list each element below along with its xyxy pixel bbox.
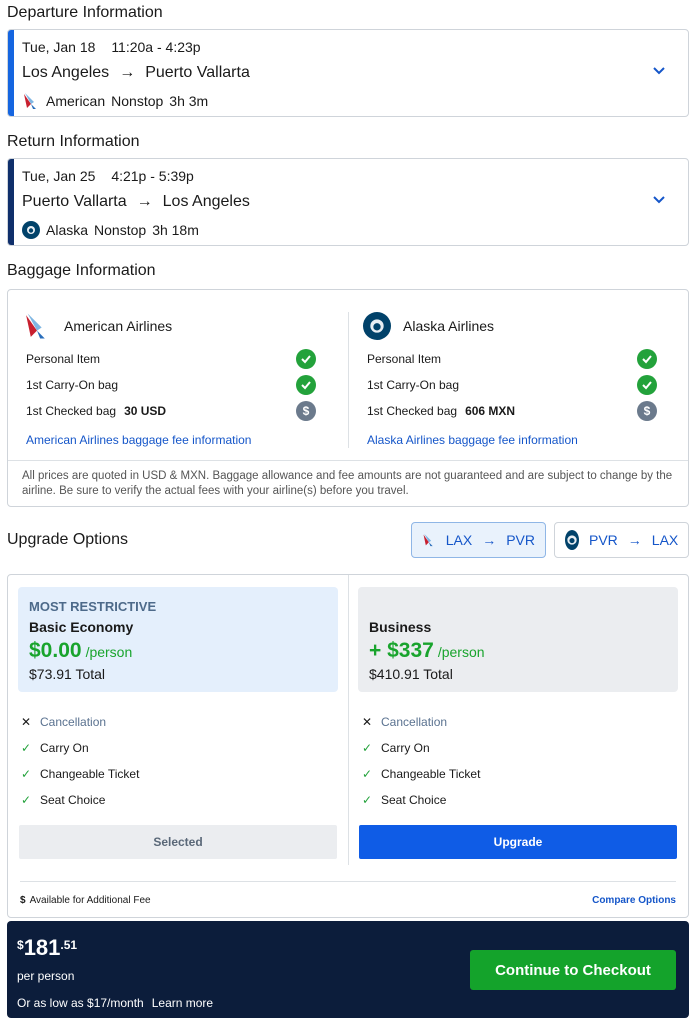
baggage-note-divider xyxy=(8,460,688,461)
fare-name: Business xyxy=(369,619,432,635)
alaska-airlines-logo-icon xyxy=(565,530,579,550)
learn-more-link[interactable]: Learn more xyxy=(151,996,214,1010)
bag-fee: 30 USD xyxy=(124,404,167,418)
alaska-airlines-logo-icon xyxy=(22,221,40,239)
departure-flight-card[interactable] xyxy=(7,29,689,117)
arrow-right-icon: → xyxy=(482,532,497,548)
baggage-disclaimer: All prices are quoted in USD & MXN. Baggage allowance and fee amounts are not guaranteed and are subject to change by the airline. Be sure to verify the actual fees with your airline(s) before you travel. xyxy=(22,470,673,497)
route-to: LAX xyxy=(651,532,679,548)
return-time-row xyxy=(22,168,206,184)
american-airlines-logo-icon xyxy=(22,312,52,340)
american-airlines-logo-icon xyxy=(22,92,40,110)
fare-price-per: /person xyxy=(85,644,133,660)
arrow-right-icon: → xyxy=(119,64,136,81)
fare-business xyxy=(358,587,678,692)
baggage-airline-header xyxy=(22,312,172,340)
bag-label-group xyxy=(367,404,515,418)
departure-airline: American xyxy=(46,93,106,109)
departure-time-row xyxy=(22,39,213,55)
bag-label: Personal Item xyxy=(367,352,442,366)
return-date: Tue, Jan 25 xyxy=(22,168,96,184)
price-cents: .51 xyxy=(60,938,78,952)
departure-destination: Puerto Vallarta xyxy=(145,64,250,81)
bag-label: Personal Item xyxy=(26,352,101,366)
baggage-column-alaska xyxy=(349,290,669,455)
bag-label-group xyxy=(26,404,166,418)
feature-carry-on xyxy=(20,741,89,755)
selected-button[interactable]: Selected xyxy=(19,825,337,859)
additional-fee-legend xyxy=(20,895,151,906)
bag-row-carry-on xyxy=(367,375,657,395)
bag-label: 1st Carry-On bag xyxy=(26,378,119,392)
american-airlines-logo-icon xyxy=(422,530,436,550)
fare-tag: MOST RESTRICTIVE xyxy=(29,599,157,614)
feature-changeable xyxy=(361,767,480,781)
feature-label: Seat Choice xyxy=(40,793,106,807)
departure-stops: Nonstop xyxy=(111,93,164,109)
dollar-icon: $ xyxy=(20,895,26,906)
fare-basic-economy xyxy=(18,587,338,692)
route-tab-lax-pvr[interactable] xyxy=(411,522,546,558)
financing-label: Or as low as $17/month xyxy=(17,996,144,1010)
upgrade-card xyxy=(7,574,689,918)
price-whole: 181 xyxy=(23,935,61,960)
alaska-airlines-logo-icon xyxy=(363,312,391,340)
baggage-column-american xyxy=(8,290,328,455)
baggage-section-title: Baggage Information xyxy=(7,262,156,279)
bag-fee: 606 MXN xyxy=(465,404,516,418)
feature-label: Cancellation xyxy=(40,715,107,729)
feature-carry-on xyxy=(361,741,430,755)
check-icon xyxy=(637,375,657,395)
departure-meta xyxy=(22,92,208,110)
bag-row-personal xyxy=(367,349,657,369)
check-icon: ✓ xyxy=(361,793,373,807)
feature-label: Seat Choice xyxy=(381,793,447,807)
return-airline: Alaska xyxy=(46,222,89,238)
american-baggage-fee-link[interactable]: American Airlines baggage fee information xyxy=(26,433,252,447)
fare-divider xyxy=(348,575,349,865)
feature-cancellation xyxy=(361,715,447,729)
bag-row-personal xyxy=(26,349,316,369)
feature-label: Changeable Ticket xyxy=(381,767,481,781)
fare-total: $410.91 Total xyxy=(369,666,453,682)
continue-to-checkout-button[interactable]: Continue to Checkout xyxy=(470,950,676,990)
bag-row-carry-on xyxy=(26,375,316,395)
feature-label: Changeable Ticket xyxy=(40,767,140,781)
check-icon: ✓ xyxy=(20,793,32,807)
arrow-right-icon: → xyxy=(136,193,153,210)
departure-route xyxy=(22,64,250,82)
chevron-down-icon[interactable] xyxy=(652,64,666,78)
feature-label: Carry On xyxy=(40,741,89,755)
upgrade-button[interactable]: Upgrade xyxy=(359,825,677,859)
return-section-title: Return Information xyxy=(7,133,140,150)
bag-label: 1st Checked bag xyxy=(367,404,458,418)
checkout-bar xyxy=(7,921,689,1018)
check-icon: ✓ xyxy=(20,767,32,781)
baggage-airline-name: Alaska Airlines xyxy=(403,318,495,334)
bag-row-checked xyxy=(367,401,657,421)
arrow-right-icon: → xyxy=(627,532,642,548)
feature-seat-choice xyxy=(361,793,446,807)
fare-name: Basic Economy xyxy=(29,619,134,635)
route-tab-pvr-lax[interactable] xyxy=(554,522,689,558)
departure-times: 11:20a - 4:23p xyxy=(111,39,201,55)
feature-label: Carry On xyxy=(381,741,430,755)
upgrade-section-title: Upgrade Options xyxy=(7,531,128,548)
return-stops: Nonstop xyxy=(94,222,147,238)
departure-date: Tue, Jan 18 xyxy=(22,39,96,55)
departure-section-title: Departure Information xyxy=(7,4,163,21)
check-icon xyxy=(637,349,657,369)
feature-label: Cancellation xyxy=(381,715,448,729)
compare-options-link[interactable]: Compare Options xyxy=(592,895,676,906)
feature-changeable xyxy=(20,767,139,781)
check-icon: ✓ xyxy=(361,741,373,755)
feature-cancellation xyxy=(20,715,106,729)
price-currency: $ xyxy=(17,938,24,952)
chevron-down-icon[interactable] xyxy=(652,193,666,207)
departure-duration: 3h 3m xyxy=(169,93,209,109)
return-meta xyxy=(22,221,199,239)
return-accent-bar xyxy=(8,159,14,245)
alaska-baggage-fee-link[interactable]: Alaska Airlines baggage fee information xyxy=(367,433,578,447)
check-icon: ✓ xyxy=(20,741,32,755)
return-destination: Los Angeles xyxy=(162,193,250,210)
check-icon xyxy=(296,349,316,369)
financing-text xyxy=(17,996,213,1010)
x-icon: ✕ xyxy=(361,715,373,729)
checkout-price xyxy=(17,935,77,961)
departure-origin: Los Angeles xyxy=(22,64,110,81)
return-duration: 3h 18m xyxy=(152,222,199,238)
fare-price xyxy=(29,639,132,663)
dollar-icon: $ xyxy=(637,401,657,421)
fare-total: $73.91 Total xyxy=(29,666,106,682)
return-times: 4:21p - 5:39p xyxy=(111,168,194,184)
legend-label: Available for Additional Fee xyxy=(29,895,151,906)
departure-accent-bar xyxy=(8,30,14,116)
return-route xyxy=(22,193,250,211)
route-from: PVR xyxy=(589,532,618,548)
baggage-airline-name: American Airlines xyxy=(64,318,173,334)
return-flight-card[interactable] xyxy=(7,158,689,246)
fare-price-amount: + $337 xyxy=(369,639,434,662)
baggage-airline-header xyxy=(363,312,494,340)
checkout-per-person: per person xyxy=(17,969,75,983)
bag-row-checked xyxy=(26,401,316,421)
fare-price-per: /person xyxy=(437,644,485,660)
fare-price-amount: $0.00 xyxy=(29,639,82,662)
dollar-icon: $ xyxy=(296,401,316,421)
feature-seat-choice xyxy=(20,793,105,807)
route-to: PVR xyxy=(506,532,535,548)
check-icon: ✓ xyxy=(361,767,373,781)
upgrade-footer-divider xyxy=(20,881,676,882)
route-from: LAX xyxy=(445,532,473,548)
fare-price xyxy=(369,639,485,663)
bag-label: 1st Checked bag xyxy=(26,404,117,418)
x-icon: ✕ xyxy=(20,715,32,729)
return-origin: Puerto Vallarta xyxy=(22,193,127,210)
check-icon xyxy=(296,375,316,395)
baggage-card xyxy=(7,289,689,507)
bag-label: 1st Carry-On bag xyxy=(367,378,460,392)
